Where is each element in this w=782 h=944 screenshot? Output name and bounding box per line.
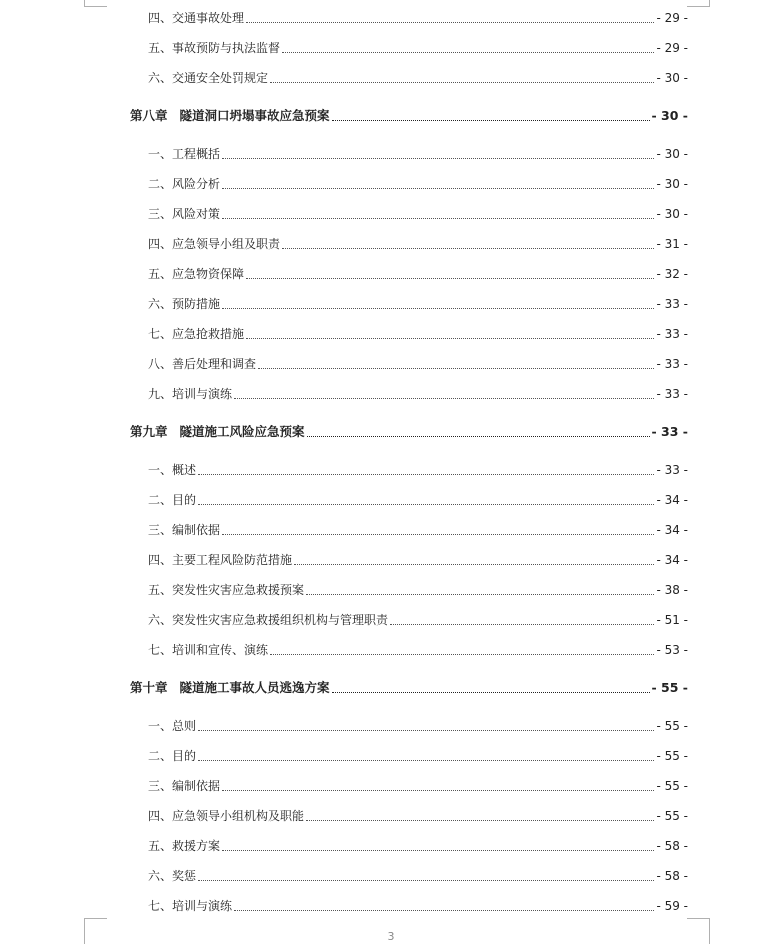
toc-page-number: - 53 -: [656, 643, 688, 657]
toc-section-entry[interactable]: [130, 866, 688, 886]
toc-dot-leader: [332, 120, 650, 121]
toc-entry-title: 五、突发性灾害应急救援预案: [148, 583, 305, 597]
toc-section-entry[interactable]: [130, 806, 688, 826]
toc-dot-leader: [332, 692, 650, 693]
toc-entry-title: 七、应急抢救措施: [148, 327, 245, 341]
toc-entry-title: 五、救援方案: [148, 839, 221, 853]
toc-page-number: - 30 -: [651, 108, 688, 123]
toc-page-number: - 29 -: [656, 11, 688, 25]
toc-chapter-label: 隧道洞口坍塌事故应急预案: [179, 108, 330, 123]
toc-page-number: - 33 -: [656, 357, 688, 371]
toc-dot-leader: [246, 22, 654, 23]
toc-section-entry[interactable]: [130, 174, 688, 194]
toc-dot-leader: [294, 564, 654, 565]
toc-entry-title: [130, 106, 330, 126]
toc-section-entry[interactable]: [130, 460, 688, 480]
margin-mark-top-right: [687, 0, 710, 7]
toc-page-number: - 31 -: [656, 237, 688, 251]
toc-dot-leader: [222, 790, 654, 791]
toc-entry-title: 五、应急物资保障: [148, 267, 245, 281]
toc-dot-leader: [270, 82, 654, 83]
toc-page-number: - 51 -: [656, 613, 688, 627]
toc-entry-title: 四、交通事故处理: [148, 11, 245, 25]
margin-mark-top-left: [84, 0, 107, 7]
toc-chapter-label: 隧道施工风险应急预案: [179, 424, 305, 439]
toc-page-number: - 58 -: [656, 839, 688, 853]
toc-page-number: - 55 -: [651, 680, 688, 695]
toc-section-entry[interactable]: [130, 68, 688, 88]
toc-section-entry[interactable]: [130, 580, 688, 600]
toc-dot-leader: [307, 436, 650, 437]
toc-section-entry[interactable]: [130, 640, 688, 660]
toc-section-entry[interactable]: [130, 520, 688, 540]
toc-entry-title: 五、事故预防与执法监督: [148, 41, 281, 55]
toc-page-number: - 30 -: [656, 177, 688, 191]
toc-dot-leader: [282, 52, 654, 53]
toc-section-entry[interactable]: [130, 294, 688, 314]
toc-entry-title: 四、应急领导小组机构及职能: [148, 809, 305, 823]
toc-dot-leader: [270, 654, 654, 655]
toc-dot-leader: [222, 534, 654, 535]
toc-dot-leader: [246, 338, 654, 339]
toc-dot-leader: [222, 188, 654, 189]
toc-dot-leader: [258, 368, 654, 369]
toc-dot-leader: [222, 218, 654, 219]
toc-entry-title: 二、目的: [148, 749, 197, 763]
toc-section-entry[interactable]: [130, 144, 688, 164]
toc-entry-title: 二、风险分析: [148, 177, 221, 191]
toc-page-number: - 55 -: [656, 779, 688, 793]
toc-entry-title: 二、目的: [148, 493, 197, 507]
toc-section-entry[interactable]: [130, 836, 688, 856]
toc-dot-leader: [306, 820, 654, 821]
toc-entry-title: 六、交通安全处罚规定: [148, 71, 269, 85]
toc-page-number: - 33 -: [656, 297, 688, 311]
toc-dot-leader: [222, 850, 654, 851]
toc-entry-title: 一、总则: [148, 719, 197, 733]
toc-dot-leader: [198, 474, 654, 475]
toc-page-number: - 33 -: [656, 463, 688, 477]
toc-entry-title: [130, 678, 330, 698]
toc-section-entry[interactable]: [130, 610, 688, 630]
toc-entry-title: 三、编制依据: [148, 779, 221, 793]
toc-chapter-number: 第八章: [130, 108, 168, 123]
toc-section-entry[interactable]: [130, 234, 688, 254]
toc-dot-leader: [234, 910, 654, 911]
toc-entry-title: 一、概述: [148, 463, 197, 477]
toc-page-number: - 30 -: [656, 147, 688, 161]
toc-page-number: - 55 -: [656, 749, 688, 763]
toc-section-entry[interactable]: [130, 896, 688, 916]
toc-entry-title: 一、工程概括: [148, 147, 221, 161]
toc-entry-title: 九、培训与演练: [148, 387, 233, 401]
toc-chapter-number: 第九章: [130, 424, 168, 439]
toc-page-number: - 34 -: [656, 523, 688, 537]
toc-entry-title: 八、善后处理和调查: [148, 357, 257, 371]
toc-section-entry[interactable]: [130, 490, 688, 510]
toc-section-entry[interactable]: [130, 38, 688, 58]
toc-chapter-entry[interactable]: [130, 678, 688, 698]
toc-entry-title: 三、风险对策: [148, 207, 221, 221]
toc-section-entry[interactable]: [130, 746, 688, 766]
toc-chapter-number: 第十章: [130, 680, 168, 695]
toc-dot-leader: [246, 278, 654, 279]
toc-section-entry[interactable]: [130, 204, 688, 224]
toc-chapter-entry[interactable]: [130, 106, 688, 126]
toc-entry-title: [130, 422, 305, 442]
toc-chapter-entry[interactable]: [130, 422, 688, 442]
toc-entry-title: 四、主要工程风险防范措施: [148, 553, 293, 567]
toc-section-entry[interactable]: [130, 8, 688, 28]
toc-page-number: - 58 -: [656, 869, 688, 883]
toc-section-entry[interactable]: [130, 776, 688, 796]
toc-dot-leader: [390, 624, 654, 625]
toc-entry-title: 六、突发性灾害应急救援组织机构与管理职责: [148, 613, 389, 627]
page-number: 3: [387, 930, 395, 943]
toc-page-number: - 29 -: [656, 41, 688, 55]
toc-dot-leader: [198, 880, 654, 881]
toc-page-number: - 32 -: [656, 267, 688, 281]
toc-section-entry[interactable]: [130, 264, 688, 284]
toc-section-entry[interactable]: [130, 716, 688, 736]
toc-page-number: - 34 -: [656, 553, 688, 567]
toc-entry-title: 六、预防措施: [148, 297, 221, 311]
toc-section-entry[interactable]: [130, 324, 688, 344]
toc-dot-leader: [198, 760, 654, 761]
toc-page-number: - 30 -: [656, 207, 688, 221]
toc-dot-leader: [222, 158, 654, 159]
toc-dot-leader: [198, 730, 654, 731]
toc-entry-title: 七、培训与演练: [148, 899, 233, 913]
toc-entry-title: 三、编制依据: [148, 523, 221, 537]
toc-page-number: - 34 -: [656, 493, 688, 507]
toc-page-number: - 33 -: [656, 387, 688, 401]
toc-page-number: - 33 -: [651, 424, 688, 439]
toc-section-entry[interactable]: [130, 550, 688, 570]
toc-dot-leader: [222, 308, 654, 309]
toc-page-number: - 59 -: [656, 899, 688, 913]
toc-section-entry[interactable]: [130, 384, 688, 404]
toc-entry-title: 七、培训和宣传、演练: [148, 643, 269, 657]
toc-page-number: - 33 -: [656, 327, 688, 341]
toc-dot-leader: [282, 248, 654, 249]
toc-dot-leader: [306, 594, 654, 595]
toc-entry-title: 四、应急领导小组及职责: [148, 237, 281, 251]
toc-page-number: - 55 -: [656, 719, 688, 733]
toc-chapter-label: 隧道施工事故人员逃逸方案: [179, 680, 330, 695]
toc-page-number: - 55 -: [656, 809, 688, 823]
toc-page-number: - 38 -: [656, 583, 688, 597]
toc-dot-leader: [234, 398, 654, 399]
toc-dot-leader: [198, 504, 654, 505]
toc-section-entry[interactable]: [130, 354, 688, 374]
toc-page-number: - 30 -: [656, 71, 688, 85]
toc-entry-title: 六、奖惩: [148, 869, 197, 883]
